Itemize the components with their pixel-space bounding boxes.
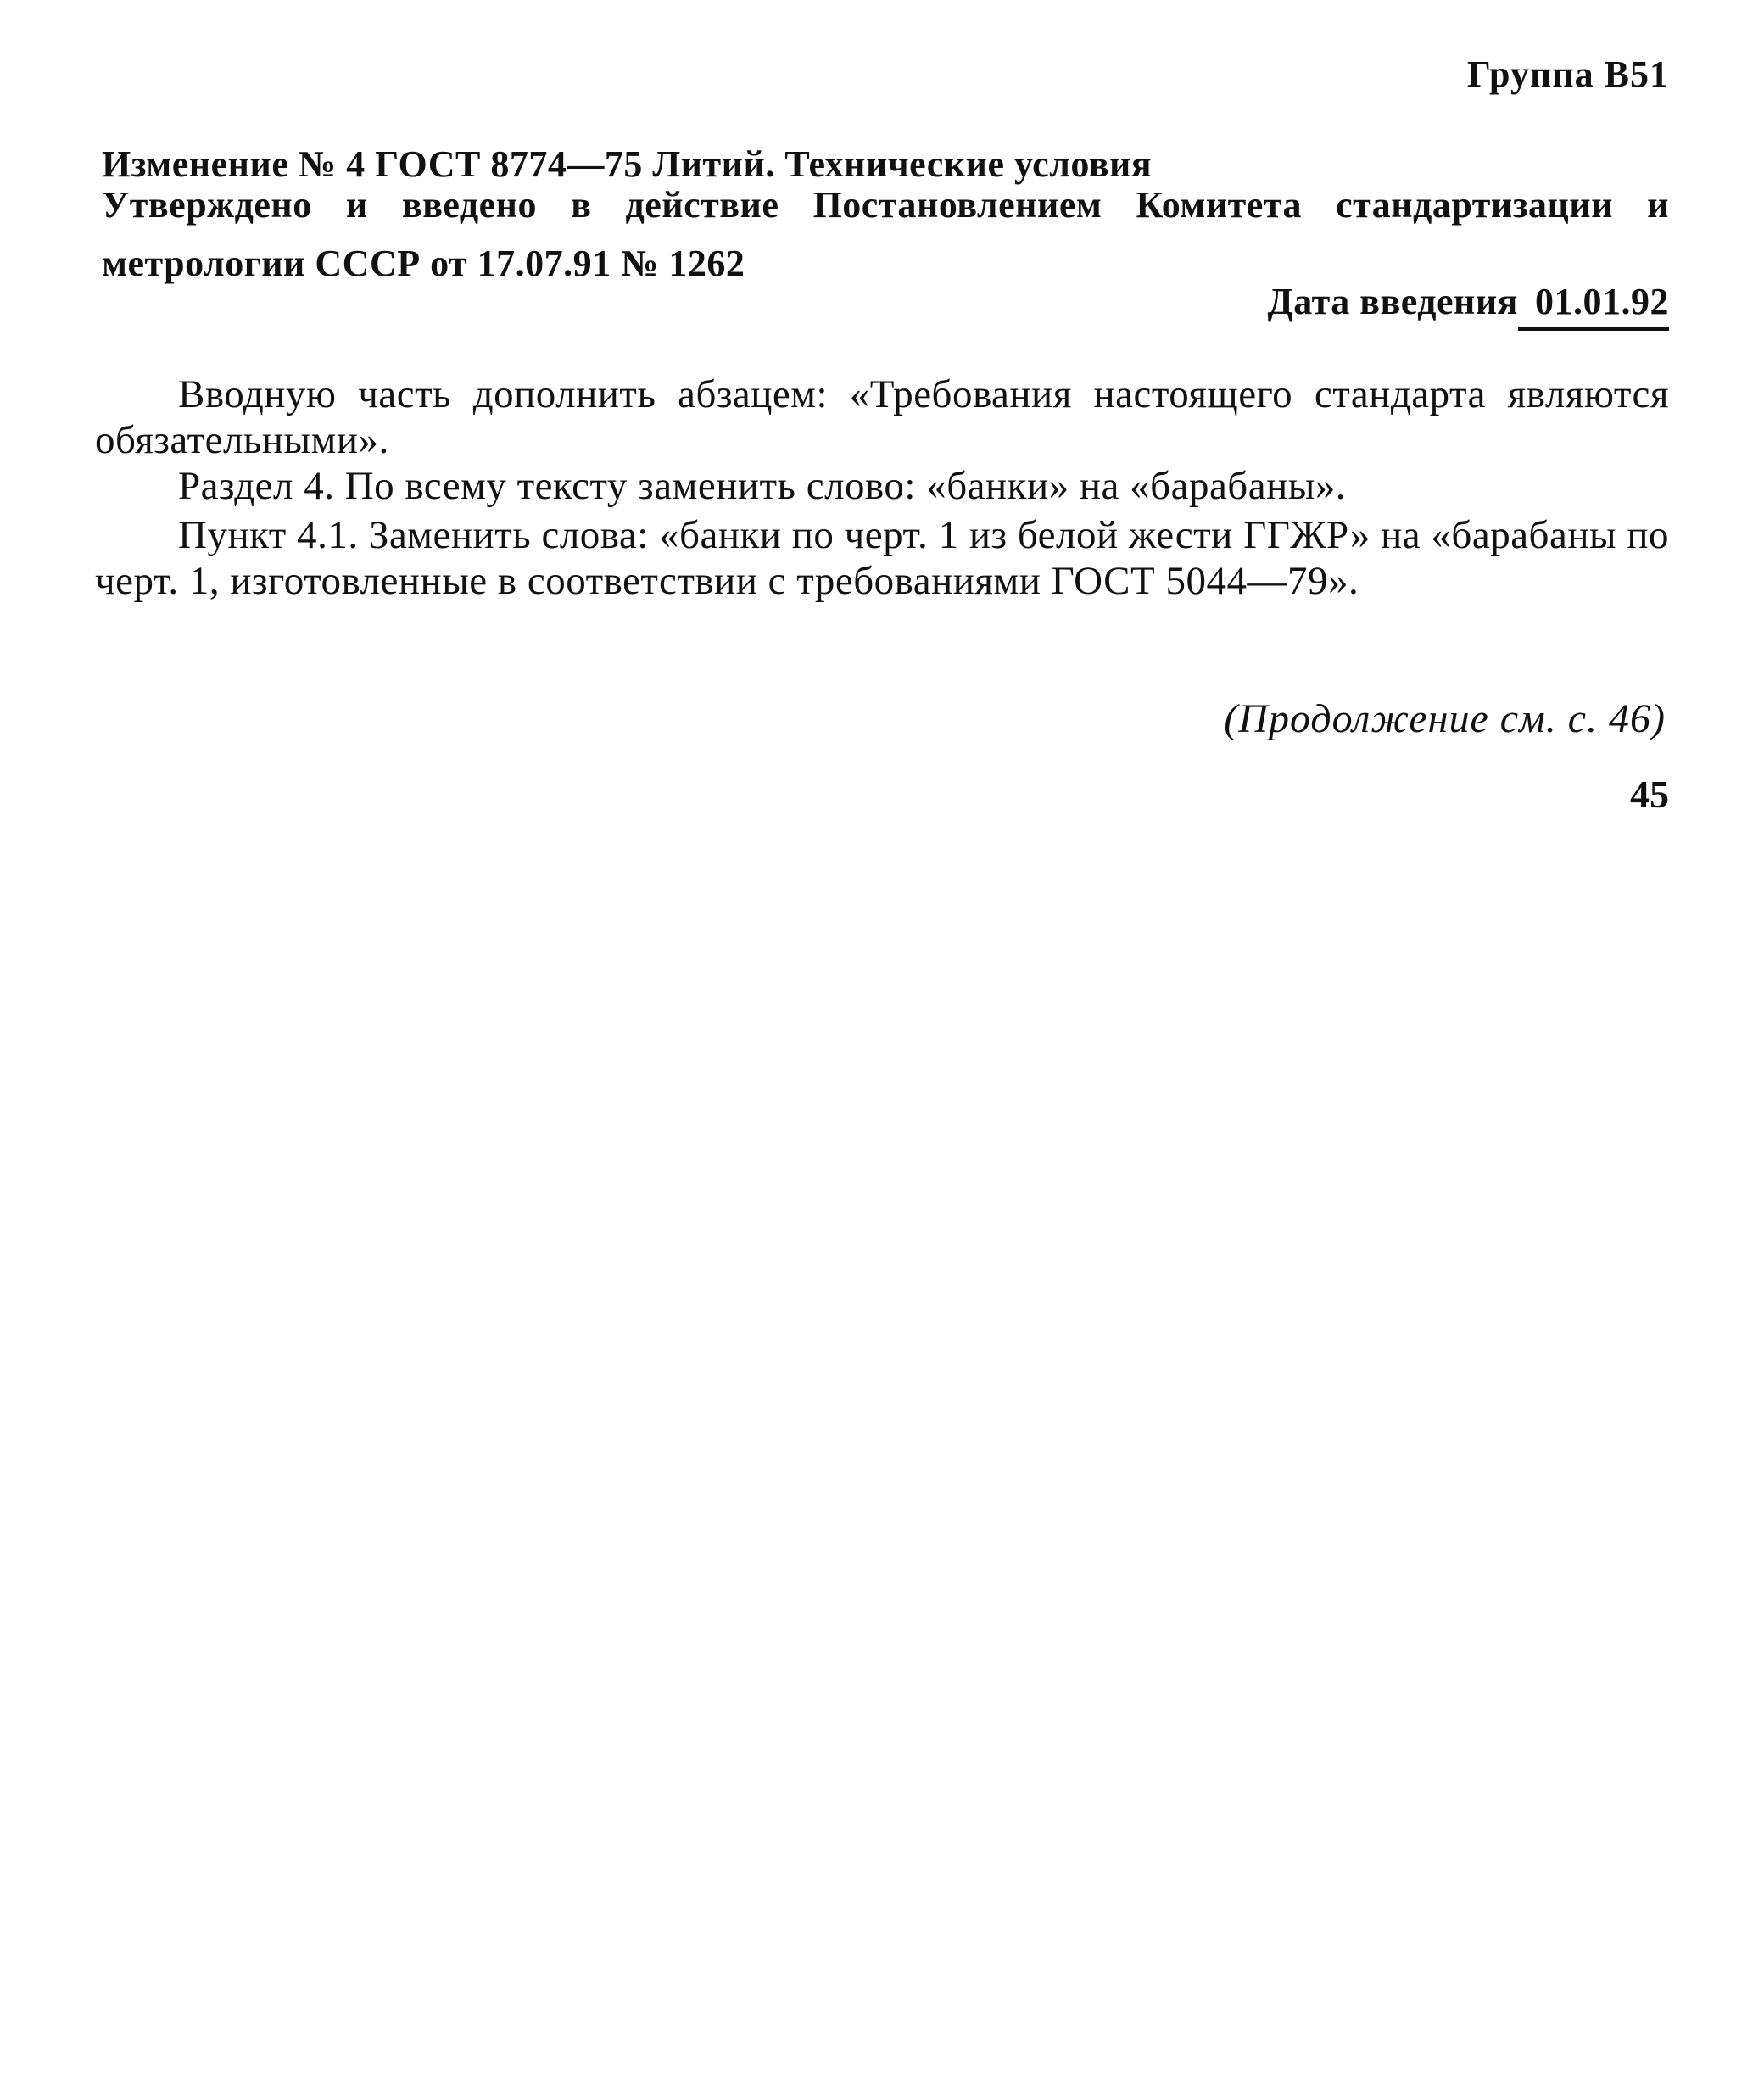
continuation-note: (Продолжение см. с. 46)	[1224, 696, 1666, 741]
paragraph-section-4	[95, 463, 1669, 509]
paragraph-intro-addition	[95, 371, 1669, 463]
page-number: 45	[1630, 773, 1669, 816]
change-title: Изменение № 4 ГОСТ 8774—75 Литий. Технические условия	[102, 143, 1153, 185]
paragraph-text: Вводную часть дополнить абзацем: «Требования настоящего стандарта являются обязательными».	[95, 372, 1669, 462]
group-code: Группа В51	[1466, 53, 1669, 95]
effective-date	[1267, 280, 1669, 323]
approval-line-continued: метрологии СССР от 17.07.91 № 1262	[102, 243, 745, 284]
effective-date-label: Дата введения	[1267, 281, 1518, 322]
paragraph-item-4-1	[95, 512, 1669, 604]
approval-line: Утверждено и введено в действие Постановлением Комитета стандартизации и	[102, 184, 1669, 226]
paragraph-text: Раздел 4. По всему тексту заменить слово: «банки» на «барабаны».	[178, 464, 1347, 508]
effective-date-value: 01.01.92	[1518, 281, 1669, 331]
paragraph-text: Пункт 4.1. Заменить слова: «банки по черт. 1 из белой жести ГГЖР» на «барабаны по черт. 1, изготовленные в соответствии с требованиями ГОСТ 5044—79».	[95, 513, 1669, 603]
